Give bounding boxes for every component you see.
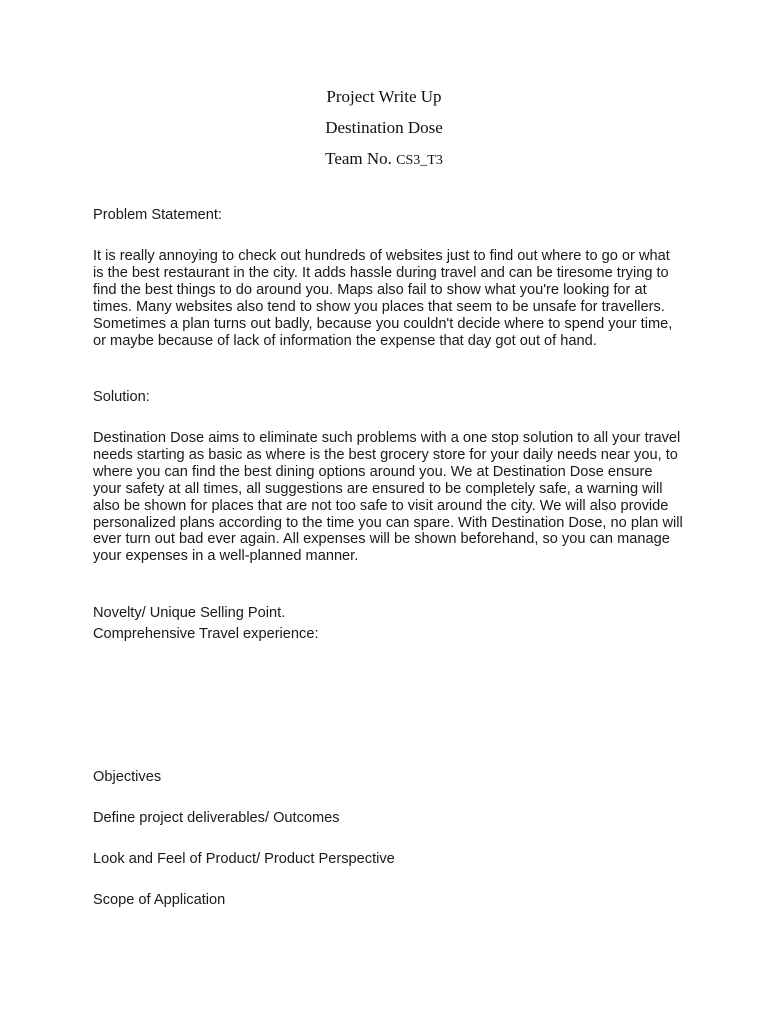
scope-heading: Scope of Application [93, 892, 226, 908]
document-title: Project Write Up [326, 87, 442, 106]
novelty-heading: Novelty/ Unique Selling Point. [93, 605, 286, 621]
solution-heading: Solution: [93, 389, 150, 405]
problem-statement-heading: Problem Statement: [93, 207, 222, 223]
solution-body: Destination Dose aims to eliminate such problems with a one stop solution to all your travel needs starting as basic as where is the best grocery store for your daily needs near you, to where you can find the best dining options around you. We at Destination Dose ensure your safety at all times, all suggestions are ensured to be completely safe, a warning will also be shown for places that are not too safe to visit around the city. We will also provide personalized plans according to the time you can spare. With Destination Dose, no plan will ever turn out bad ever again. All expenses will be shown beforehand, so you can manage your expenses in a well-planned manner. [93, 430, 683, 565]
team-code: CS3_T3 [396, 153, 443, 168]
look-and-feel-heading: Look and Feel of Product/ Product Perspective [93, 851, 395, 867]
problem-statement-body: It is really annoying to check out hundreds of websites just to find out where to go or what is the best restaurant in the city. It adds hassle during travel and can be tiresome trying to find the best things to do around you. Maps also fail to show what you're looking for at times. Many websites also tend to show you places that seem to be unsafe for travellers. Sometimes a plan turns out badly, because you couldn't decide where to spend your time, or maybe because of lack of information the expense that day got out of hand. [93, 248, 673, 349]
team-number [0, 149, 768, 171]
project-name: Destination Dose [325, 118, 443, 137]
comprehensive-travel-heading: Comprehensive Travel experience: [93, 626, 319, 642]
deliverables-heading: Define project deliverables/ Outcomes [93, 810, 340, 826]
team-label: Team No. [325, 149, 397, 168]
objectives-heading: Objectives [93, 769, 162, 785]
